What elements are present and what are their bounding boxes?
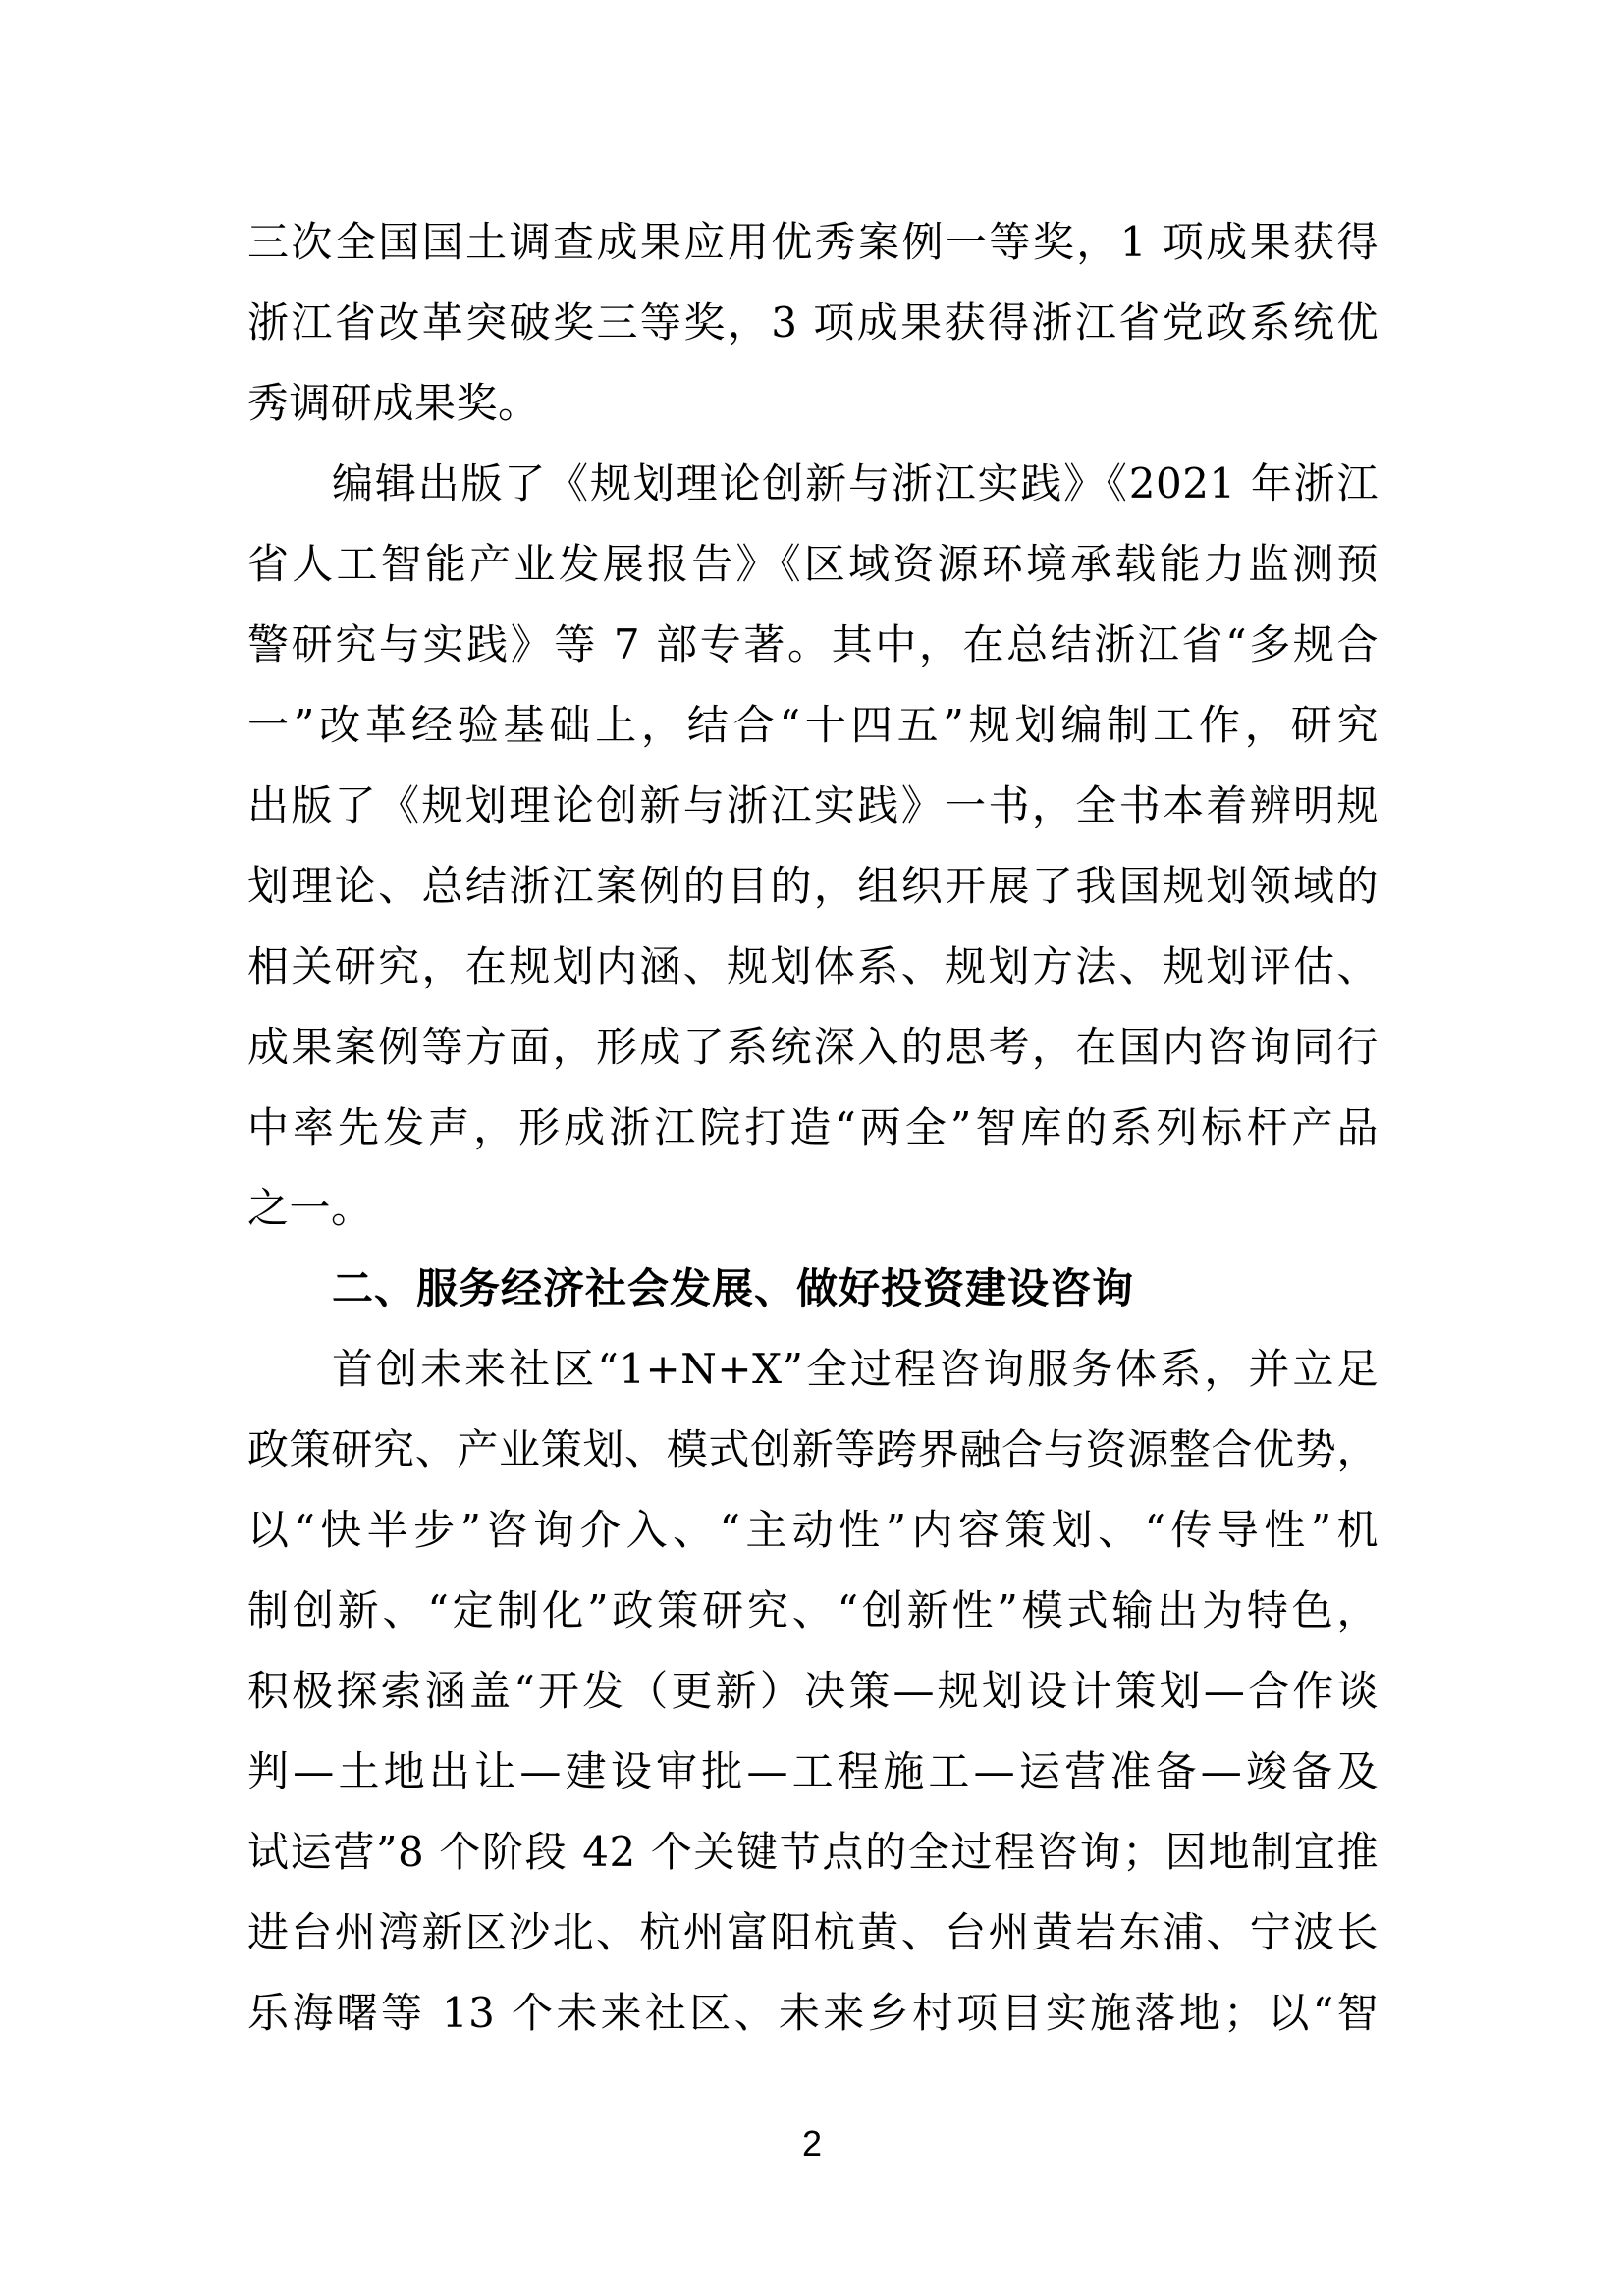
- section-heading: [247, 1249, 1379, 1329]
- text-line: 警研究与实践》等 7 部专著。其中，在总结浙江省“多规合: [247, 620, 1379, 668]
- text-line: 制创新、“定制化”政策研究、“创新性”模式输出为特色，: [247, 1586, 1379, 1634]
- text-line: 判—土地出让—建设审批—工程施工—运营准备—竣备及: [247, 1747, 1379, 1795]
- text-line: 省人工智能产业发展报告》《区域资源环境承载能力监测预: [247, 540, 1379, 588]
- text-line: 浙江省改革突破奖三等奖，3 项成果获得浙江省党政系统优: [247, 298, 1379, 347]
- text-line: 进台州湾新区沙北、杭州富阳杭黄、台州黄岩东浦、宁波长: [247, 1908, 1379, 1956]
- text-line: 中率先发声，形成浙江院打造“两全”智库的系列标杆产品: [247, 1103, 1379, 1151]
- text-line: 成果案例等方面，形成了系统深入的思考，在国内咨询同行: [247, 1023, 1379, 1071]
- paragraph: [247, 202, 1379, 444]
- paragraph: [247, 444, 1379, 1249]
- text-content: [247, 202, 1379, 2054]
- heading-line: 二、服务经济社会发展、做好投资建设咨询: [332, 1264, 1135, 1312]
- text-line: 首创未来社区“1+N+X”全过程咨询服务体系，并立足: [332, 1345, 1379, 1393]
- text-line: 乐海曙等 13 个未来社区、未来乡村项目实施落地；以“智: [247, 1989, 1379, 2037]
- text-line: 划理论、总结浙江案例的目的，组织开展了我国规划领域的: [247, 862, 1379, 910]
- page-number: 2: [801, 2123, 823, 2163]
- text-line: 之一。: [247, 1184, 373, 1232]
- text-line: 相关研究，在规划内涵、规划体系、规划方法、规划评估、: [247, 942, 1379, 990]
- text-line: 秀调研成果奖。: [247, 379, 540, 427]
- paragraph: [247, 1329, 1379, 2054]
- text-line: 以“快半步”咨询介入、“主动性”内容策划、“传导性”机: [247, 1506, 1379, 1554]
- text-line: 一”改革经验基础上，结合“十四五”规划编制工作，研究: [247, 701, 1379, 749]
- text-line: 积极探索涵盖“开发（更新）决策—规划设计策划—合作谈: [247, 1667, 1379, 1715]
- text-line: 政策研究、产业策划、模式创新等跨界融合与资源整合优势，: [247, 1425, 1379, 1473]
- text-line: 编辑出版了《规划理论创新与浙江实践》《2021 年浙江: [332, 459, 1379, 507]
- text-line: 试运营”8 个阶段 42 个关键节点的全过程咨询；因地制宜推: [247, 1828, 1379, 1876]
- text-line: 三次全国国土调查成果应用优秀案例一等奖，1 项成果获得: [247, 218, 1379, 266]
- text-line: 出版了《规划理论创新与浙江实践》一书，全书本着辨明规: [247, 781, 1379, 829]
